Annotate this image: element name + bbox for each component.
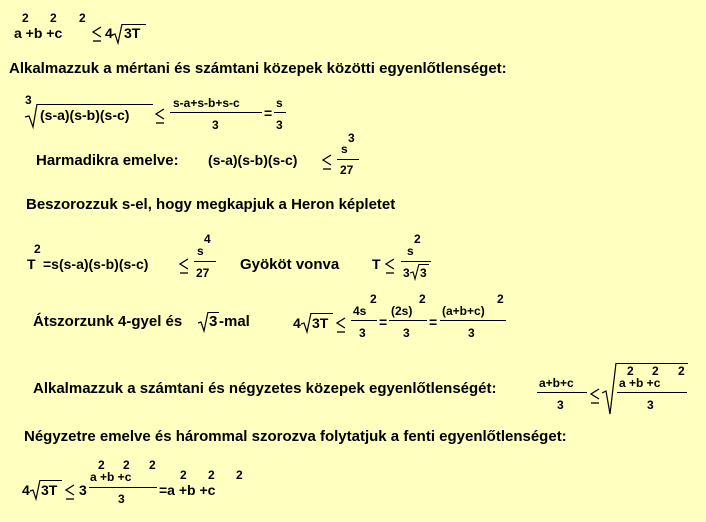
row5-f3-den: 3: [468, 326, 475, 340]
less-or-equal-sign: [154, 108, 166, 126]
less-or-equal-sign: [589, 388, 601, 406]
row4-den: 27: [196, 266, 210, 280]
row2-eq: =: [264, 105, 273, 121]
row6-rexp-a: 2: [627, 364, 634, 378]
row5-f2-num: (2s): [391, 304, 413, 318]
less-or-equal-sign: [321, 154, 333, 172]
row4-den2-coef: 3: [403, 266, 410, 280]
row6-label: Alkalmazzuk a számtani és négyzetes közepek egyenlőtlenségét:: [33, 380, 497, 397]
row1-exp-c: 2: [79, 11, 86, 25]
row5-eq2: =: [429, 314, 438, 330]
row3-den: 27: [340, 163, 354, 177]
row2-radicand: (s-a)(s-b)(s-c): [40, 107, 130, 123]
row5-f1-den: 3: [359, 326, 366, 340]
row3-num: s: [341, 142, 348, 156]
row7-num: a +b +c: [90, 470, 132, 484]
row5-label-b: -mal: [219, 313, 250, 330]
row7-rexp-b: 2: [208, 468, 215, 482]
text-mertani-szamtani: Alkalmazzuk a mértani és számtani közepek közötti egyenlőtlenséget:: [9, 60, 507, 77]
sqrt-icon: [30, 480, 40, 500]
row5-f3-exp: 2: [497, 292, 504, 306]
row7-rhs: =a +b +c: [159, 482, 216, 498]
less-or-equal-sign: [64, 484, 76, 502]
row5-coef: 4: [293, 315, 301, 331]
row6-num: a+b+c: [539, 376, 574, 390]
row7-exp-b: 2: [123, 458, 130, 472]
row2-den2: 3: [276, 118, 283, 132]
row1-exp-b: 2: [50, 11, 57, 25]
row7-coef: 4: [22, 482, 30, 498]
row4-T2: T: [372, 256, 381, 272]
row1-lhs: a +b +c: [14, 25, 63, 41]
cube-root-icon: [25, 104, 39, 128]
row7-radicand: 3T: [41, 482, 58, 498]
row6-rexp-b: 2: [652, 364, 659, 378]
row7-exp-a: 2: [98, 458, 105, 472]
row5-f2-exp: 2: [419, 292, 426, 306]
row6-den: 3: [557, 398, 564, 412]
row6-rexp-c: 2: [678, 364, 685, 378]
sqrt-icon: [410, 264, 419, 280]
row5-f3-num: (a+b+c): [442, 304, 485, 318]
row1-radicand: 3T: [124, 25, 141, 41]
row7-rexp-a: 2: [180, 468, 187, 482]
row4-T-exp: 2: [34, 242, 41, 256]
row2-root-index: 3: [25, 93, 32, 107]
row4-num2: s: [407, 244, 414, 258]
row5-radicand: 3T: [312, 315, 329, 331]
row4-T: T: [27, 256, 36, 272]
row3-lhs: (s-a)(s-b)(s-c): [208, 152, 298, 168]
row4-num: s: [197, 244, 204, 258]
row6-rden: 3: [647, 398, 654, 412]
sqrt-icon: [112, 24, 122, 44]
row6-rnum: a +b +c: [619, 376, 661, 390]
sqrt-icon: [602, 363, 616, 415]
row5-f1-num: 4s: [353, 304, 367, 318]
row2-num2: s: [276, 96, 283, 110]
less-or-equal-sign: [335, 317, 347, 335]
row2-num: s-a+s-b+s-c: [173, 96, 240, 110]
row7-rexp-c: 2: [236, 468, 243, 482]
row4-den2-rad: 3: [420, 266, 427, 280]
sqrt-icon: [301, 313, 311, 333]
row7-den: 3: [118, 492, 125, 506]
text-heron: Beszorozzuk s-el, hogy megkapjuk a Heron képletet: [26, 196, 396, 213]
less-or-equal-sign: [384, 258, 396, 276]
row4-label: Gyököt vonva: [240, 256, 340, 273]
row1-coef: 4: [105, 25, 113, 41]
text-negyzetre: Négyzetre emelve és hárommal szorozva folytatjuk a fenti egyenlőtlenséget:: [24, 428, 567, 445]
row3-num-exp: 3: [348, 131, 355, 145]
row4-num-exp: 4: [204, 232, 211, 246]
row4-rhs: =s(s-a)(s-b)(s-c): [43, 256, 149, 272]
row3-label: Harmadikra emelve:: [36, 152, 179, 169]
row1-exp-a: 2: [22, 11, 29, 25]
less-or-equal-sign: [91, 26, 103, 44]
row5-label-a: Átszorzunk 4-gyel és: [33, 313, 183, 330]
row5-f2-den: 3: [403, 326, 410, 340]
row4-num2-exp: 2: [414, 232, 421, 246]
row7-coef2: 3: [79, 482, 87, 498]
row2-den: 3: [212, 118, 219, 132]
row5-label-rad: 3: [209, 313, 218, 330]
row7-exp-c: 2: [149, 458, 156, 472]
less-or-equal-sign: [178, 258, 190, 276]
row5-f1-exp: 2: [370, 292, 377, 306]
sqrt-icon: [198, 312, 208, 332]
row5-eq1: =: [379, 314, 388, 330]
